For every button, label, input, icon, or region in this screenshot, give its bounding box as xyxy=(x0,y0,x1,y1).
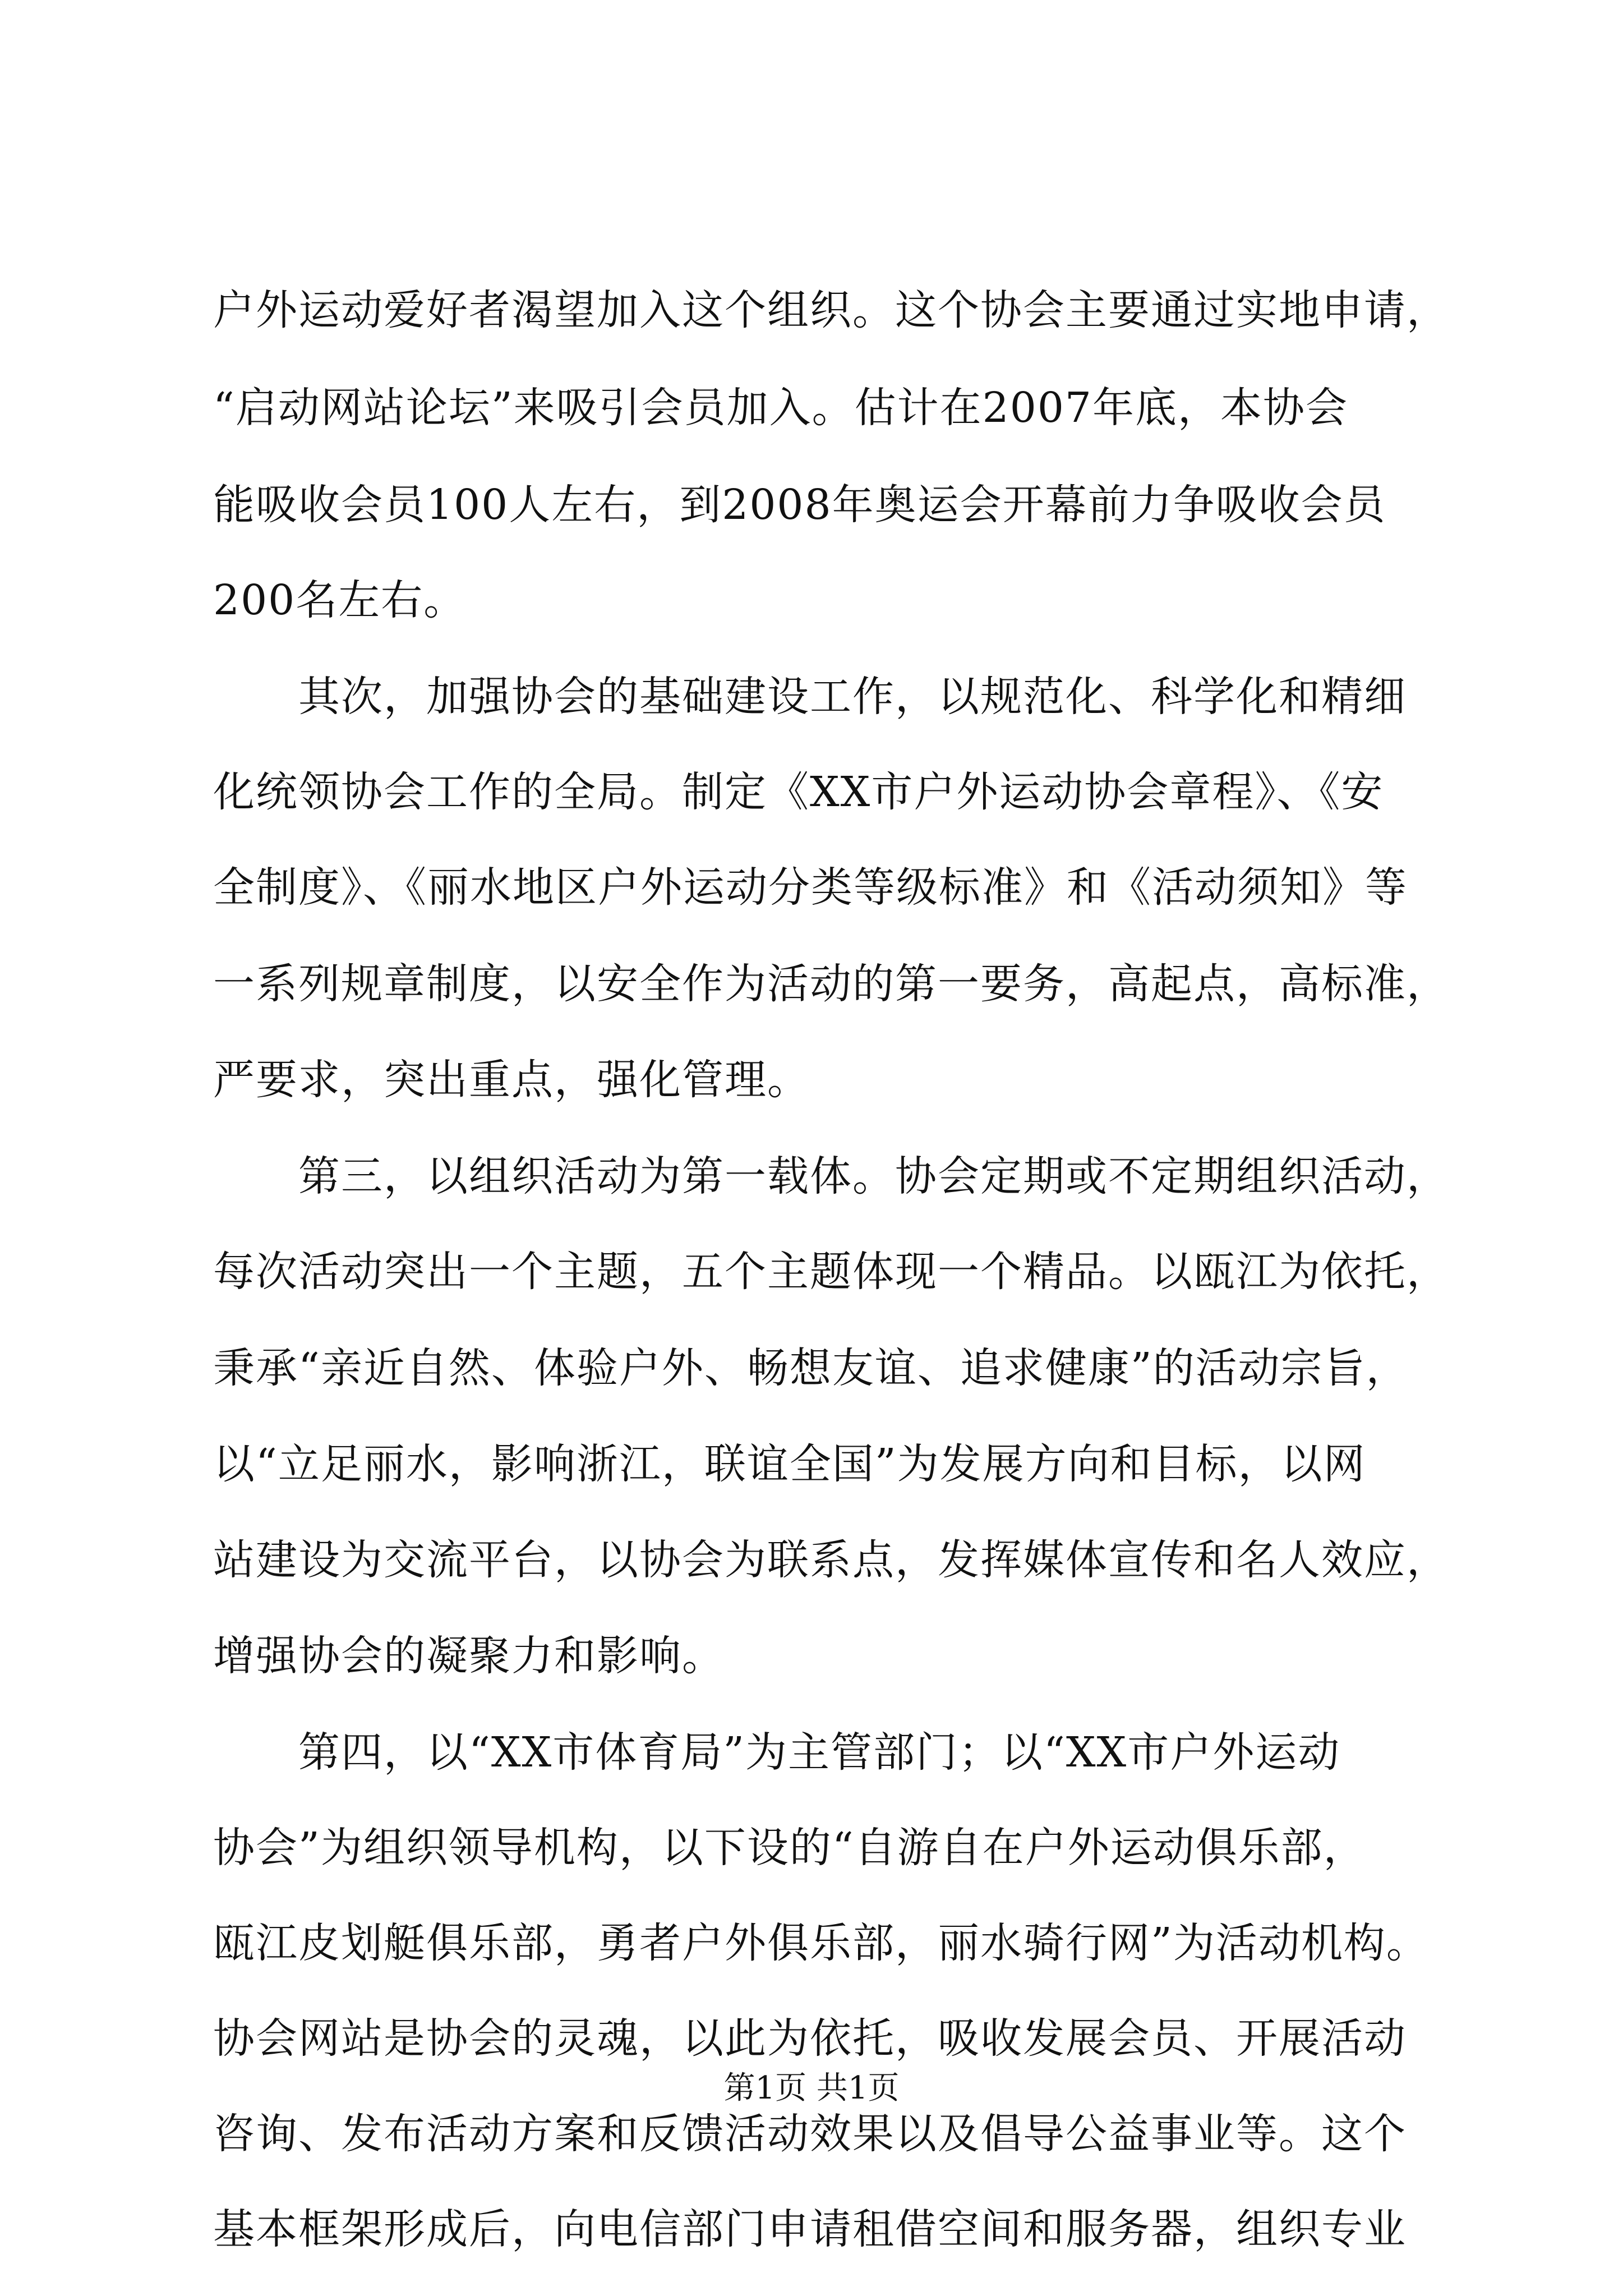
text-line: 咨询、发布活动方案和反馈活动效果以及倡导公益事业等。这个 xyxy=(213,2110,1407,2158)
text-line: 第四，以“XX市体育局”为主管部门；以“XX市户外运动 xyxy=(298,1728,1341,1777)
text-line: 每次活动突出一个主题，五个主题体现一个精品。以瓯江为依托， xyxy=(213,1248,1449,1296)
page-footer: 第1页 共1页 xyxy=(723,2070,900,2106)
text-line: 协会网站是协会的灵魂，以此为依托，吸收发展会员、开展活动 xyxy=(213,2014,1407,2063)
text-line: 协会”为组织领导机构，以下设的“自游自在户外运动俱乐部， xyxy=(213,1824,1366,1872)
text-line: 其次，加强协会的基础建设工作，以规范化、科学化和精细 xyxy=(298,673,1407,721)
text-line: 增强协会的凝聚力和影响。 xyxy=(213,1632,725,1680)
text-line: 200名左右。 xyxy=(213,576,467,624)
text-line: 以“立足丽水，影响浙江，联谊全国”为发展方向和目标，以网 xyxy=(213,1440,1366,1488)
text-line: 站建设为交流平台，以协会为联系点，发挥媒体宣传和名人效应， xyxy=(213,1536,1449,1584)
text-line: 第三，以组织活动为第一载体。协会定期或不定期组织活动， xyxy=(298,1152,1449,1200)
text-line: 秉承“亲近自然、体验户外、畅想友谊、追求健康”的活动宗旨， xyxy=(213,1344,1409,1392)
text-line: 化统领协会工作的全局。制定《XX市户外运动协会章程》、《安 xyxy=(213,768,1384,816)
text-line: 基本框架形成后，向电信部门申请租借空间和服务器，组织专业 xyxy=(213,2205,1407,2253)
text-line: “启动网站论坛”来吸引会员加入。估计在2007年底，本协会 xyxy=(213,384,1348,432)
text-line: 严要求，突出重点，强化管理。 xyxy=(213,1056,810,1104)
text-line: 一系列规章制度，以安全作为活动的第一要务，高起点，高标准， xyxy=(213,960,1449,1008)
text-line: 能吸收会员100人左右，到2008年奥运会开幕前力争吸收会员 xyxy=(213,481,1386,529)
text-line: 户外运动爱好者渴望加入这个组织。这个协会主要通过实地申请， xyxy=(213,286,1449,334)
text-line: 瓯江皮划艇俱乐部，勇者户外俱乐部，丽水骑行网”为活动机构。 xyxy=(213,1919,1429,1967)
text-line: 全制度》、《丽水地区户外运动分类等级标准》和《活动须知》等 xyxy=(213,863,1408,912)
